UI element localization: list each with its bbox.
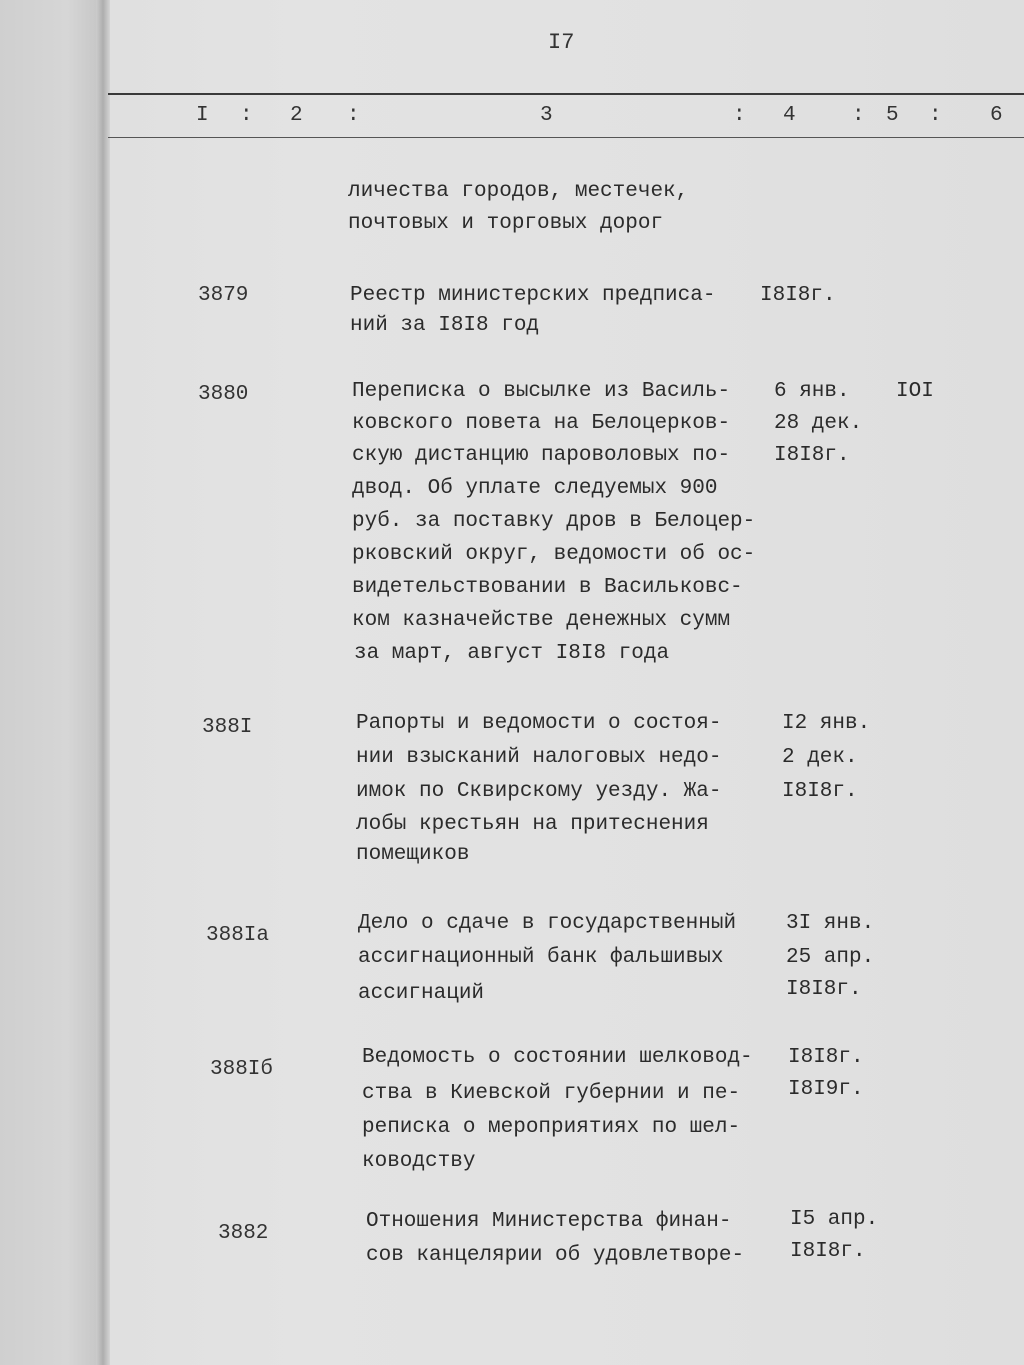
entry-number: 388I [202, 716, 253, 739]
entry-date: 3I янв. [786, 912, 875, 935]
entry-title-line: Реестр министерских предписа- [350, 284, 716, 307]
column-header-1: I [196, 104, 209, 127]
page-fold-shadow [96, 0, 110, 1365]
entry-title-line: Ведомость о состоянии шелковод- [362, 1046, 753, 1069]
column-separator: : [929, 104, 942, 127]
entry-date: I2 янв. [782, 712, 871, 735]
entry-title-line: Отношения Министерства финан- [366, 1210, 732, 1233]
entry-title-line: видетельствовании в Васильковс- [352, 576, 743, 599]
entry-number: 388Iб [210, 1058, 274, 1081]
entry-date: I5 апр. [790, 1208, 879, 1231]
entry-date: I8I8г. [760, 284, 836, 307]
entry-title-line: Рапорты и ведомости о состоя- [356, 712, 722, 735]
column-separator: : [347, 104, 360, 127]
entry-number: 3882 [218, 1222, 269, 1245]
entry-title-line: имок по Сквирскому уезду. Жа- [356, 780, 722, 803]
entry-title-line: руб. за поставку дров в Белоцер- [352, 510, 756, 533]
header-top-rule [108, 93, 1024, 95]
column-separator: : [852, 104, 865, 127]
entry-title-line: ний за I8I8 год [350, 314, 540, 337]
header-bottom-rule [108, 137, 1024, 138]
entry-title-line: Переписка о высылке из Василь- [352, 380, 731, 403]
entry-number: 3879 [198, 284, 249, 307]
entry-title-line: ком казначействе денежных сумм [352, 609, 731, 632]
entry-title-line: ства в Киевской губернии и пе- [362, 1082, 741, 1105]
entry-date: I8I8г. [786, 978, 862, 1001]
entry-title-line: нии взысканий налоговых недо- [356, 746, 722, 769]
column-header-6: 6 [990, 104, 1003, 127]
entry-title-line: двод. Об уплате следуемых 900 [352, 477, 718, 500]
column-header-4: 4 [783, 104, 796, 127]
entry-title-line: лобы крестьян на притеснения [356, 813, 709, 836]
entry-title-line: сов канцелярии об удовлетворе- [366, 1244, 745, 1267]
entry-number: 3880 [198, 383, 249, 406]
entry-date: 25 апр. [786, 946, 875, 969]
entry-title-line: ководству [362, 1150, 476, 1173]
entry-title-line: рковский округ, ведомости об ос- [352, 543, 756, 566]
entry-title-line: реписка о мероприятиях по шел- [362, 1116, 741, 1139]
entry-sheet-count: IOI [896, 380, 934, 403]
entry-date: I8I8г. [788, 1046, 864, 1069]
text-line: почтовых и торговых дорог [348, 212, 664, 235]
text-line: личества городов, местечек, [348, 180, 689, 203]
entry-title-line: скую дистанцию пароволовых по- [352, 444, 731, 467]
entry-title-line: ковского повета на Белоцерков- [352, 412, 731, 435]
column-header-3: 3 [540, 104, 553, 127]
entry-title-line: ассигнаций [358, 982, 485, 1005]
column-header-2: 2 [290, 104, 303, 127]
previous-page-edge [0, 0, 96, 1365]
page-number: I7 [548, 30, 575, 55]
column-separator: : [733, 104, 746, 127]
entry-date: 6 янв. [774, 380, 850, 403]
entry-title-line: Дело о сдаче в государственный [358, 912, 737, 935]
entry-date: I8I9г. [788, 1078, 864, 1101]
column-header-5: 5 [886, 104, 899, 127]
entry-number: 388Iа [206, 924, 270, 947]
entry-date: I8I8г. [790, 1240, 866, 1263]
entry-date: 2 дек. [782, 746, 858, 769]
entry-title-line: за март, август I8I8 года [354, 642, 670, 665]
entry-date: I8I8г. [774, 444, 850, 467]
entry-date: I8I8г. [782, 780, 858, 803]
entry-date: 28 дек. [774, 412, 863, 435]
entry-title-line: ассигнационный банк фальшивых [358, 946, 724, 969]
column-separator: : [240, 104, 253, 127]
entry-title-line: помещиков [356, 843, 470, 866]
